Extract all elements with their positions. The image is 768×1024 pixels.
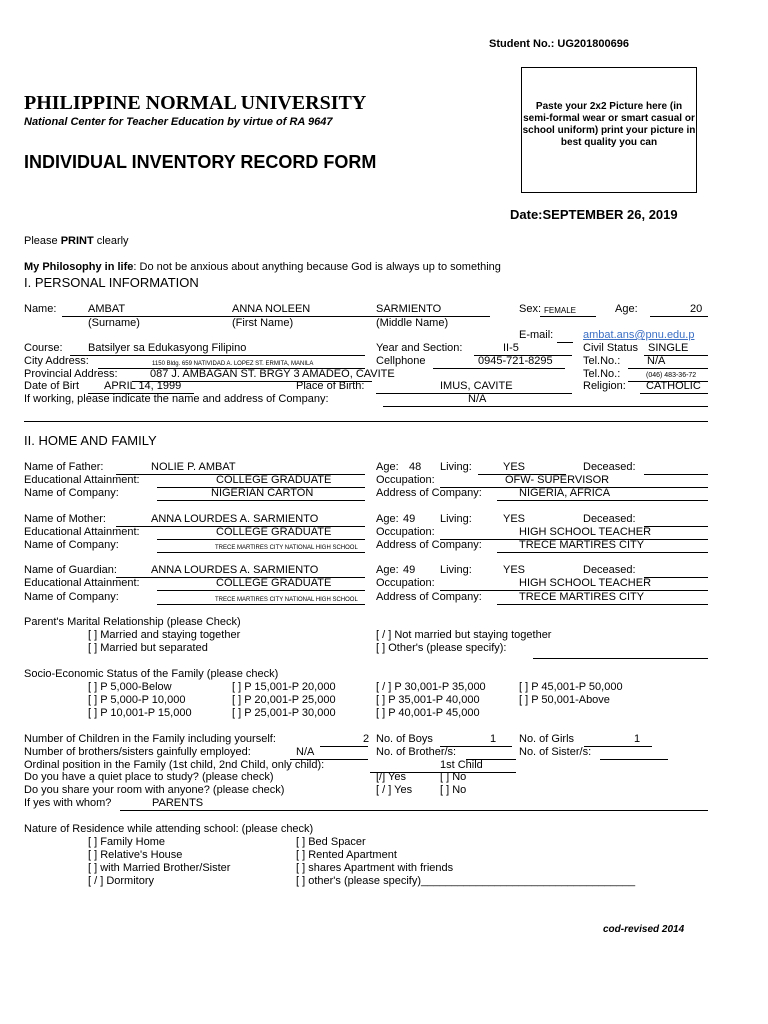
tel-label: Tel.No.: xyxy=(583,355,621,367)
city-address-label: City Address: xyxy=(24,355,89,367)
mother-company-underline xyxy=(157,552,365,553)
guardian-age-label: Age: xyxy=(376,564,399,576)
mother-edu-underline xyxy=(157,539,365,540)
sisters-label: No. of Sister/s: xyxy=(519,746,592,758)
share-room-label: Do you share your room with anyone? (please check) xyxy=(24,784,285,796)
guardian-company-underline xyxy=(157,604,365,605)
residence-option-bed-spacer[interactable]: [ ] Bed Spacer xyxy=(296,836,366,848)
ses-option[interactable]: [ ] P 15,001-P 20,000 xyxy=(232,681,336,693)
mother-living-label: Living: xyxy=(440,513,472,525)
mother-age-value[interactable]: 49 xyxy=(403,513,416,525)
dob-value[interactable]: APRIL 14, 1999 xyxy=(104,380,182,392)
children-count-value[interactable]: 2 xyxy=(363,733,370,745)
civil-status-label: Civil Status xyxy=(583,342,639,354)
guardian-company-value[interactable]: TRECE MARTIRES CITY NATIONAL HIGH SCHOOL xyxy=(215,597,358,603)
first-name-caption: (First Name) xyxy=(232,317,294,329)
girls-value[interactable]: 1 xyxy=(634,733,641,745)
print-note-a: Please xyxy=(24,235,61,247)
share-room-no[interactable]: [ ] No xyxy=(440,784,467,796)
residence-option-relatives-house[interactable]: [ ] Relative's House xyxy=(88,849,183,861)
work-value[interactable]: N/A xyxy=(468,393,487,405)
footer-revision: cod-revised 2014 xyxy=(603,924,685,935)
guardian-deceased-label: Deceased: xyxy=(583,564,636,576)
guardian-living-label: Living: xyxy=(440,564,472,576)
pob-label: Place of Birth: xyxy=(296,380,365,392)
age-label: Age: xyxy=(615,303,638,315)
guardian-address-label: Address of Company: xyxy=(376,591,482,603)
guardian-edu-value[interactable]: COLLEGE GRADUATE xyxy=(216,577,332,589)
tel2-label: Tel.No.: xyxy=(583,368,621,380)
ses-option[interactable]: [ ] P 5,000-Below xyxy=(88,681,172,693)
guardian-address-value[interactable]: TRECE MARTIRES CITY xyxy=(519,591,645,603)
guardian-living-value[interactable]: YES xyxy=(503,564,526,576)
ses-option[interactable]: [ ] P 35,001-P 40,000 xyxy=(376,694,480,706)
mother-address-value[interactable]: TRECE MARTIRES CITY xyxy=(519,539,645,551)
work-label: If working, please indicate the name and address of Company: xyxy=(24,393,329,405)
marital-label: Parent's Marital Relationship (please Check) xyxy=(24,616,241,628)
father-address-underline xyxy=(497,500,708,501)
first-name-value[interactable]: ANNA NOLEEN xyxy=(232,303,311,315)
religion-underline xyxy=(640,393,708,394)
girls-underline xyxy=(584,746,652,747)
cellphone-label: Cellphone xyxy=(376,355,426,367)
sex-underline xyxy=(540,316,596,317)
surname-caption: (Surname) xyxy=(88,317,140,329)
father-edu-label: Educational Attainment: xyxy=(24,474,140,486)
age-underline xyxy=(650,316,708,317)
with-whom-value[interactable]: PARENTS xyxy=(152,797,204,809)
sisters-underline xyxy=(600,759,668,760)
provincial-address-value[interactable]: 087 J. AMBAGAN ST. BRGY 3 AMADEO, CAVITE xyxy=(150,368,395,380)
civil-status-value[interactable]: SINGLE xyxy=(648,342,689,354)
father-address-value[interactable]: NIGERIA, AFRICA xyxy=(519,487,611,499)
ses-option[interactable]: [ ] P 20,001-P 25,000 xyxy=(232,694,336,706)
philosophy-text: : Do not be anxious about anything because God is always up to something xyxy=(133,261,501,273)
residence-option-married-sibling[interactable]: [ ] with Married Brother/Sister xyxy=(88,862,231,874)
guardian-address-underline xyxy=(497,604,708,605)
guardian-name-value[interactable]: ANNA LOURDES A. SARMIENTO xyxy=(151,564,319,576)
email-value[interactable]: ambat.ans@pnu.edu.p xyxy=(583,329,695,341)
sex-value[interactable]: FEMALE xyxy=(544,306,577,315)
picture-box-text: Paste your 2x2 Picture here (in semi-formal wear or smart casual or school uniform) print your picture in best quality you can xyxy=(522,101,696,148)
with-whom-label: If yes with whom? xyxy=(24,797,112,809)
guardian-name-label: Name of Guardian: xyxy=(24,564,117,576)
ses-option[interactable]: [ ] P 5,000-P 10,000 xyxy=(88,694,186,706)
picture-box[interactable] xyxy=(521,67,697,193)
tel-underline xyxy=(628,368,708,369)
surname-value[interactable]: AMBAT xyxy=(88,303,126,315)
mother-address-label: Address of Company: xyxy=(376,539,482,551)
age-value[interactable]: 20 xyxy=(690,303,703,315)
cellphone-underline xyxy=(433,368,565,369)
print-note xyxy=(24,235,129,248)
father-edu-value[interactable]: COLLEGE GRADUATE xyxy=(216,474,332,486)
mother-age-label: Age: xyxy=(376,513,399,525)
mother-occ-value[interactable]: HIGH SCHOOL TEACHER xyxy=(519,526,652,538)
share-room-yes[interactable]: [ / ] Yes xyxy=(376,784,413,796)
section-personal-title: I. PERSONAL INFORMATION xyxy=(24,275,199,290)
employed-siblings-label: Number of brothers/sisters gainfully employed: xyxy=(24,746,251,758)
marital-option-others[interactable]: [ ] Other's (please specify): xyxy=(376,642,507,654)
tel-value[interactable]: N/A xyxy=(647,355,666,367)
guardian-deceased-underline xyxy=(644,577,708,578)
mother-company-value[interactable]: TRECE MARTIRES CITY NATIONAL HIGH SCHOOL xyxy=(215,545,358,551)
girls-label: No. of Girls xyxy=(519,733,575,745)
residence-option-dormitory[interactable]: [ / ] Dormitory xyxy=(88,875,155,887)
father-company-underline xyxy=(157,500,365,501)
guardian-occ-label: Occupation: xyxy=(376,577,435,589)
marital-option-married-separated[interactable]: [ ] Married but separated xyxy=(88,642,208,654)
father-name-label: Name of Father: xyxy=(24,461,104,473)
father-occ-value[interactable]: OFW- SUPERVISOR xyxy=(505,474,610,486)
with-whom-underline xyxy=(120,810,708,811)
middle-name-caption: (Middle Name) xyxy=(376,317,449,329)
work-underline xyxy=(383,406,708,407)
mother-address-underline xyxy=(497,552,708,553)
email-underline xyxy=(557,342,573,343)
religion-value[interactable]: CATHOLIC xyxy=(646,380,701,392)
father-name-value[interactable]: NOLIE P. AMBAT xyxy=(151,461,236,473)
course-underline xyxy=(70,355,365,356)
father-company-value[interactable]: NIGERIAN CARTON xyxy=(211,487,314,499)
father-living-value[interactable]: YES xyxy=(503,461,526,473)
mother-name-value[interactable]: ANNA LOURDES A. SARMIENTO xyxy=(151,513,319,525)
boys-value[interactable]: 1 xyxy=(490,733,497,745)
print-note-c: clearly xyxy=(93,235,129,247)
ses-option[interactable]: [ ] P 50,001-Above xyxy=(519,694,610,706)
residence-label: Nature of Residence while attending school: (please check) xyxy=(24,823,314,835)
section-family-title: II. HOME AND FAMILY xyxy=(24,433,157,448)
section-divider xyxy=(24,421,708,422)
marital-option-not-married-together[interactable]: [ / ] Not married but staying together xyxy=(376,629,552,641)
father-age-label: Age: xyxy=(376,461,399,473)
ordinal-position-label: Ordinal position in the Family (1st child, 2nd Child, only child): xyxy=(24,759,325,771)
residence-option-others[interactable]: [ ] other's (please specify)___________________________________ xyxy=(296,875,636,887)
cellphone-value[interactable]: 0945-721-8295 xyxy=(478,355,553,367)
philosophy xyxy=(24,261,501,274)
quiet-place-yes[interactable]: [/] Yes xyxy=(376,771,406,783)
guardian-age-value[interactable]: 49 xyxy=(403,564,416,576)
mother-living-value[interactable]: YES xyxy=(503,513,526,525)
employed-siblings-value[interactable]: N/A xyxy=(296,746,315,758)
ordinal-position-value[interactable]: 1st Child xyxy=(440,759,483,771)
boys-label: No. of Boys xyxy=(376,733,433,745)
university-name: PHILIPPINE NORMAL UNIVERSITY xyxy=(24,92,367,114)
father-address-label: Address of Company: xyxy=(376,487,482,499)
philosophy-label: My Philosophy in life xyxy=(24,261,134,273)
form-date: Date:SEPTEMBER 26, 2019 xyxy=(510,207,678,222)
mother-edu-value[interactable]: COLLEGE GRADUATE xyxy=(216,526,332,538)
mother-name-label: Name of Mother: xyxy=(24,513,106,525)
mother-company-label: Name of Company: xyxy=(24,539,119,551)
marital-option-married-together[interactable]: [ ] Married and staying together xyxy=(88,629,241,641)
residence-option-family-home[interactable]: [ ] Family Home xyxy=(88,836,166,848)
sex-label: Sex: xyxy=(519,303,542,315)
religion-label: Religion: xyxy=(583,380,626,392)
residence-option-shared-apartment[interactable]: [ ] shares Apartment with friends xyxy=(296,862,454,874)
student-number: Student No.: UG201800696 xyxy=(489,38,629,50)
email-label: E-mail: xyxy=(519,329,554,341)
dob-label: Date of Birt xyxy=(24,380,80,392)
ses-option[interactable]: [ / ] P 30,001-P 35,000 xyxy=(376,681,486,693)
year-section-label: Year and Section: xyxy=(376,342,463,354)
guardian-occ-value[interactable]: HIGH SCHOOL TEACHER xyxy=(519,577,652,589)
form-title: INDIVIDUAL INVENTORY RECORD FORM xyxy=(24,152,377,172)
year-section-value[interactable]: II-5 xyxy=(503,342,519,354)
guardian-edu-label: Educational Attainment: xyxy=(24,577,140,589)
ses-option[interactable]: [ ] P 25,001-P 30,000 xyxy=(232,707,336,719)
tel2-value[interactable]: (046) 483-36-72 xyxy=(646,372,697,379)
father-occ-label: Occupation: xyxy=(376,474,435,486)
university-subtitle: National Center for Teacher Education by virtue of RA 9647 xyxy=(24,116,333,128)
mother-occ-label: Occupation: xyxy=(376,526,435,538)
brothers-label: No. of Brother/s: xyxy=(376,746,457,758)
children-count-underline xyxy=(320,746,368,747)
course-label: Course: xyxy=(24,342,63,354)
quiet-place-no[interactable]: [ ] No xyxy=(440,771,467,783)
children-count-label: Number of Children in the Family including yourself: xyxy=(24,733,276,745)
ses-option[interactable]: [ ] P 40,001-P 45,000 xyxy=(376,707,480,719)
father-age-value[interactable]: 48 xyxy=(409,461,422,473)
ses-option[interactable]: [ ] P 10,001-P 15,000 xyxy=(88,707,192,719)
mother-edu-label: Educational Attainment: xyxy=(24,526,140,538)
father-deceased-label: Deceased: xyxy=(583,461,636,473)
father-deceased-underline xyxy=(644,474,708,475)
ses-label: Socio-Economic Status of the Family (please check) xyxy=(24,668,279,680)
residence-option-rented-apartment[interactable]: [ ] Rented Apartment xyxy=(296,849,397,861)
name-label: Name: xyxy=(24,303,57,315)
guardian-edu-underline xyxy=(157,590,365,591)
father-living-label: Living: xyxy=(440,461,472,473)
father-company-label: Name of Company: xyxy=(24,487,119,499)
city-address-value[interactable]: 1150 Bldg. 659 NATIVIDAD A. LOPEZ ST. ERMITA, MANILA xyxy=(152,361,314,367)
provincial-address-label: Provincial Address: xyxy=(24,368,118,380)
ses-option[interactable]: [ ] P 45,001-P 50,000 xyxy=(519,681,623,693)
marital-others-underline xyxy=(533,658,708,659)
middle-name-value[interactable]: SARMIENTO xyxy=(376,303,442,315)
guardian-company-label: Name of Company: xyxy=(24,591,119,603)
quiet-place-label: Do you have a quiet place to study? (please check) xyxy=(24,771,274,783)
pob-value[interactable]: IMUS, CAVITE xyxy=(440,380,513,392)
mother-deceased-underline xyxy=(644,526,708,527)
mother-deceased-label: Deceased: xyxy=(583,513,636,525)
print-note-b: PRINT xyxy=(60,235,94,247)
course-value[interactable]: Batsilyer sa Edukasyong Filipino xyxy=(88,342,247,354)
